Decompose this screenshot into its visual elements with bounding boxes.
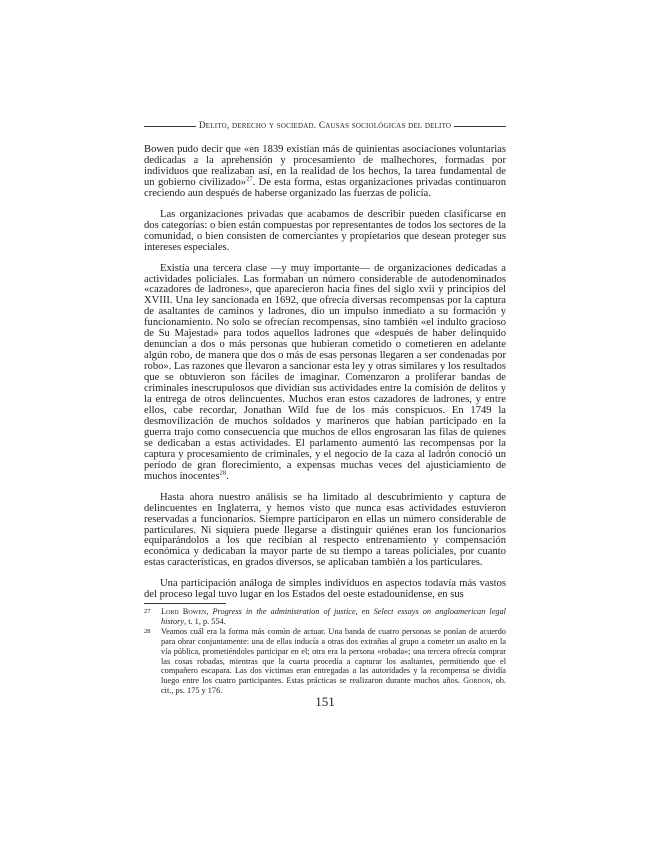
footnote-text bbox=[161, 607, 506, 626]
footnote-reference: 27 bbox=[246, 175, 253, 183]
footnote-separator bbox=[144, 603, 226, 604]
running-header bbox=[144, 119, 506, 133]
footnote-text bbox=[161, 627, 506, 695]
paragraph-text: Hasta ahora nuestro análisis se ha limitado al descubrimiento y captura de delincuentes en Inglaterra, y hemos visto que nunca esas actividades estuvieron reservadas a funcionarios. Siempre participaron en ellas un número considerable de particulares. Ni siquiera puede llegarse a distinguir quiénes eran los funcionarios equiparándolos a los que recibían al respecto entrenamiento y compensación económica y dedicaban la mayor parte de su tiempo a tareas policiales, por cuanto estas características, en grados diversos, se aplicaban también a los particulares. bbox=[144, 491, 506, 569]
footnote-fragment: , ob. cit., ps. 175 y 176. bbox=[161, 675, 506, 695]
paragraph-text: . bbox=[226, 470, 229, 482]
paragraph-text: Existía una tercera clase —y muy importante— de organizaciones dedicadas a actividades policiales. Las formaban un número considerable de autodenominados «cazadores de ladrones», que aparecieron hacia fines del siglo xvii y principios del XVIII. Una ley sancionada en 1692, que ofrecía diversas recompensas por la captura de asaltantes de caminos y ladrones, dio un impulso inmediato a su formación y funcionamiento. No solo se ofrecían recompensas, sino también «el indulto gracioso de Su Majestad» para todos aquellos ladrones que «después de haber delinquido denuncian a dos o más personas que hubieran cometido o cometieren en adelante algún robo, de manera que dos o más de esas personas llegaren a ser condenadas por robo». Las razones que llevaron a sancionar esta ley y otras similares y los resultados que se obtuvieron son fáciles de imaginar. Comenzaron a proliferar bandas de criminales inescrupulosos que dividían sus actividades entre la comisión de delitos y la entrega de otros delincuentes. Muchos eran estos cazadores de ladrones, y entre ellos, cabe recordar, Jonathan Wild fue de los más conspicuos. En 1749 la desmovilización de muchos soldados y marineros que habían participado en la guerra trajo como consecuencia que muchos de ellos engrosaran las filas de quienes se dedicaban a estas actividades. El parlamento aumentó las recompensas por la captura y procesamiento de criminales, y el negocio de la caza al ladrón conoció un período de gran florecimiento, a expensas muchas veces del ajusticiamiento de muchos inocentes bbox=[144, 262, 506, 482]
page-number: 151 bbox=[315, 694, 335, 709]
footnote-title: Select essays on angloamerican legal history bbox=[161, 607, 506, 626]
paragraph-text: . De esta forma, estas organizaciones privadas continuaron creciendo aun después de haberse organizado las fuerzas de policía. bbox=[144, 176, 506, 199]
footnote bbox=[144, 607, 506, 626]
paragraph-text: Las organizaciones privadas que acabamos de describir pueden clasificarse en dos categorías: o bien están compuestas por representantes de todos los sectores de la comunidad, o bien consisten de comerciantes y propietarios que desean proteger sus intereses especiales. bbox=[144, 208, 506, 253]
header-rule-right bbox=[454, 126, 506, 127]
footnote-title: Progress in the administration of justice bbox=[212, 607, 356, 616]
paragraph bbox=[144, 493, 506, 570]
footnote-author: Gordon bbox=[463, 675, 491, 685]
footnote-author: Lord Bowen bbox=[161, 607, 207, 616]
footnote-fragment: , en bbox=[355, 607, 374, 616]
paragraph bbox=[144, 579, 506, 601]
paragraph bbox=[144, 145, 506, 200]
running-header-title: Delito, derecho y sociedad. Causas sociológicas del delito bbox=[198, 121, 452, 131]
footnotes bbox=[144, 607, 506, 696]
body-text bbox=[144, 145, 506, 611]
paragraph-text: Una participación análoga de simples individuos en aspectos todavía más vastos del proceso legal tuvo lugar en los Estados del oeste estadounidense, en sus bbox=[144, 578, 506, 601]
paragraph-text: Bowen pudo decir que «en 1839 existían más de quinientas asociaciones voluntarias dedicadas a la aprehensión y procesamiento de malhechores, formadas por individuos que realizaban así, en la realidad de los hechos, la tarea fundamental de un gobierno civilizado» bbox=[144, 144, 506, 188]
footnote bbox=[144, 627, 506, 695]
footnote-fragment: Veamos cuál era la forma más común de actuar. Una banda de cuatro personas se ponían de acuerdo para obrar conjuntamente: una de ellas inducía a otras dos extrañas al grupo a cometer un asalto en la vía pública, prometiéndoles participar en el; otra era la persona «robada»; una tercera ofrecía comprar las cosas robadas, mientras que la cuarta procedía a capturar los asaltantes, permitiendo que el compañero escapara. Las dos víctimas eran entregadas a las autoridades y la recompensa se dividía luego entre los cuatro participantes. Estas prácticas se realizaron durante muchos años. bbox=[161, 627, 506, 685]
footnote-reference: 28 bbox=[219, 469, 227, 477]
footnote-number: 28 bbox=[144, 628, 151, 636]
footnote-fragment: , bbox=[206, 607, 213, 616]
footnote-fragment: , t. 1, p. 554. bbox=[184, 616, 226, 626]
header-rule-left bbox=[144, 126, 196, 127]
paragraph bbox=[144, 264, 506, 483]
paragraph bbox=[144, 210, 506, 254]
footnote-number: 27 bbox=[144, 608, 151, 615]
